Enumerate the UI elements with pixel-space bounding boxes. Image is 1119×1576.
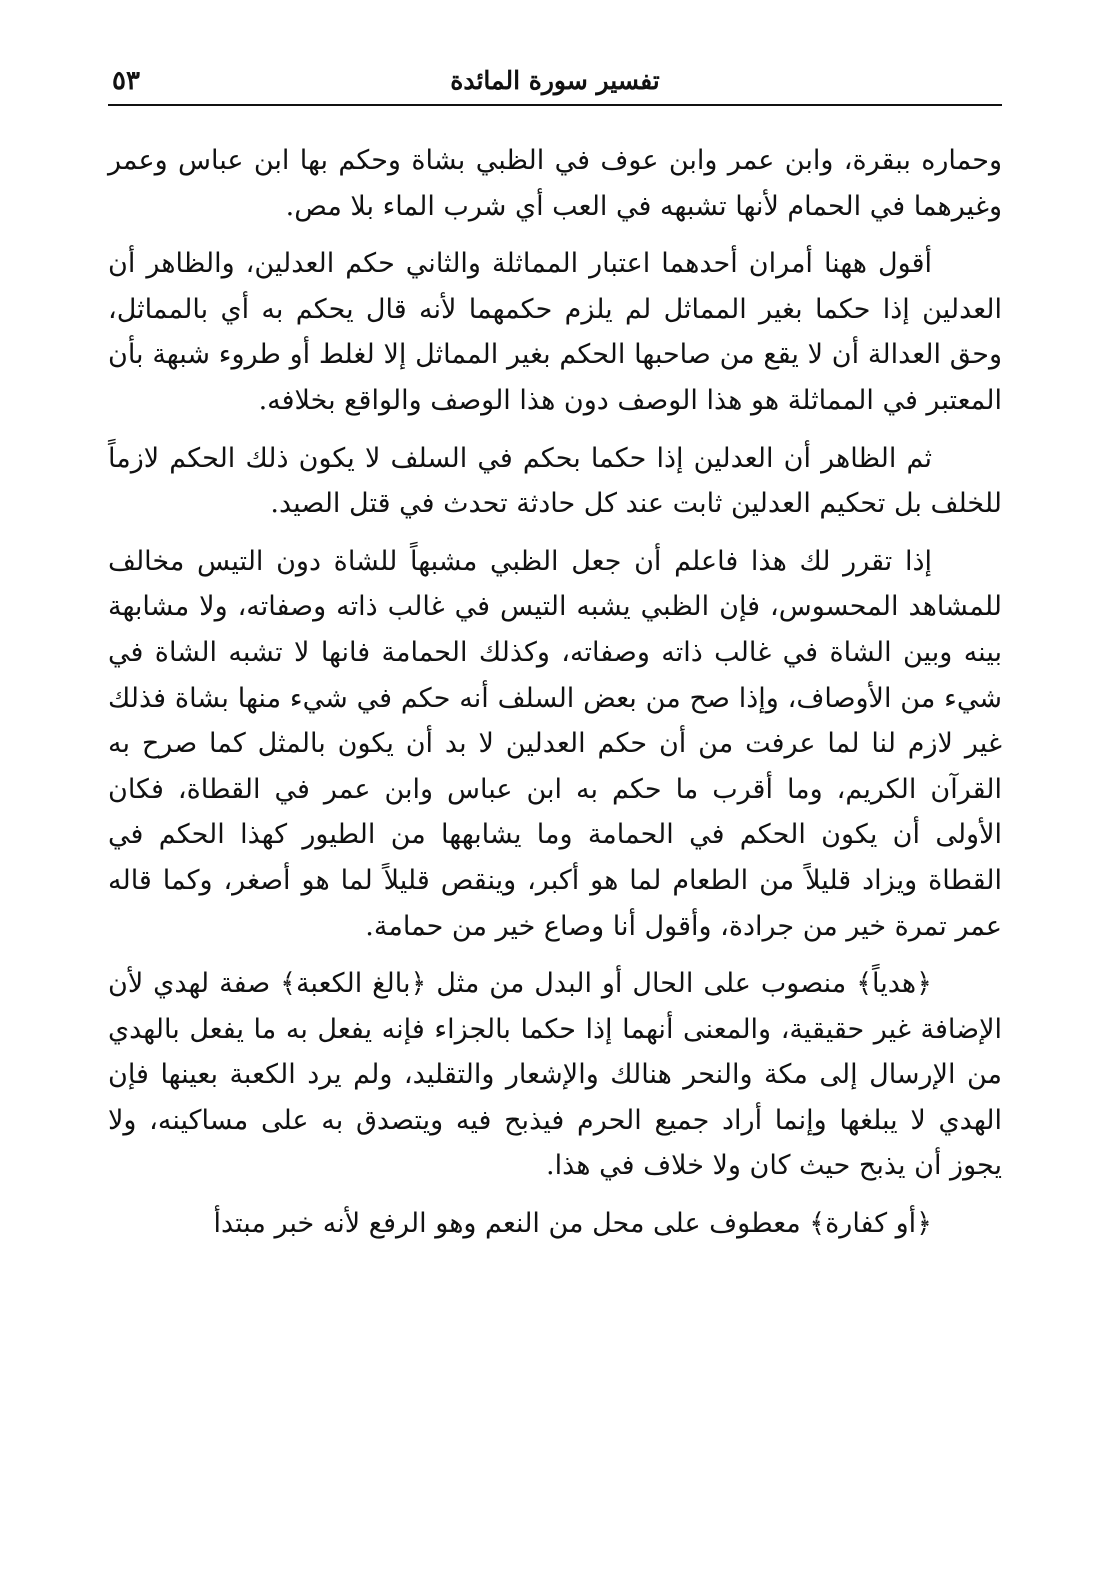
paragraph-4: إذا تقرر لك هذا فاعلم أن جعل الظبي مشبهاً للشاة دون التيس مخالف للمشاهد المحسوس، فإن الظبي يشبه التيس في غالب ذاته وصفاته، ولا مشابهة بينه وبين الشاة في غالب ذاته وصفاته، وكذلك الحمامة فانها لا تشبه الشاة في شيء من الأوصاف، وإذا صح من بعض السلف أنه حكم في شيء منها بشاة فذلك غير لازم لنا لما عرفت من أن حكم العدلين لا بد أن يكون بالمثل كما صرح به القرآن الكريم، وما أقرب ما حكم به ابن عباس وابن عمر في القطاة، فكان الأولى أن يكون الحكم في الحمامة وما يشابهها من الطيور كهذا الحكم في القطاة ويزاد قليلاً من الطعام لما هو أكبر، وينقص قليلاً لما هو أصغر، وكما قاله عمر تمرة خير من جرادة، وأقول أنا وصاع خير من حمامة. bbox=[108, 545, 1002, 942]
paragraph-6: ﴿أو كفارة﴾ معطوف على محل من النعم وهو الرفع لأنه خبر مبتدأ bbox=[213, 1208, 932, 1240]
page-number: ٥٣ bbox=[112, 66, 140, 96]
paragraph-1: وحماره ببقرة، وابن عمر وابن عوف في الظبي بشاة وحكم بها ابن عباس وعمر وغيرهما في الحمام لأنها تشبهه في العب أي شرب الماء بلا مص. bbox=[108, 145, 1002, 222]
running-header bbox=[108, 58, 1002, 108]
page-title: تفسير سورة المائدة bbox=[450, 66, 660, 95]
paragraph-3: ثم الظاهر أن العدلين إذا حكما بحكم في السلف لا يكون ذلك الحكم لازماً للخلف بل تحكيم العدلين ثابت عند كل حادثة تحدث في قتل الصيد. bbox=[108, 442, 1002, 520]
paragraph-5: ﴿هدياً﴾ منصوب على الحال أو البدل من مثل ﴿بالغ الكعبة﴾ صفة لهدي لأن الإضافة غير حقيقية، والمعنى أنهما إذا حكما بالجزاء فإنه يفعل به ما يفعل بالهدي من الإرسال إلى مكة والنحر هنالك والإشعار والتقليد، ولم يرد الكعبة بعينها فإن الهدي لا يبلغها وإنما أراد جميع الحرم فيذبح فيه ويتصدق به على مساكينه، ولا يجوز أن يذبح حيث كان ولا خلاف في هذا. bbox=[108, 968, 1002, 1182]
header-divider bbox=[108, 104, 1002, 106]
page-body bbox=[108, 138, 1002, 1247]
paragraph-2: أقول ههنا أمران أحدهما اعتبار المماثلة والثاني حكم العدلين، والظاهر أن العدلين إذا حكما بغير المماثل لم يلزم حكمهما لأنه قال يحكم به أي بالمماثل، وحق العدالة أن لا يقع من صاحبها الحكم بغير المماثل إلا لغلط أو طروء شبهة بأن المعتبر في المماثلة هو هذا الوصف دون هذا الوصف والواقع بخلافه. bbox=[108, 248, 1002, 416]
